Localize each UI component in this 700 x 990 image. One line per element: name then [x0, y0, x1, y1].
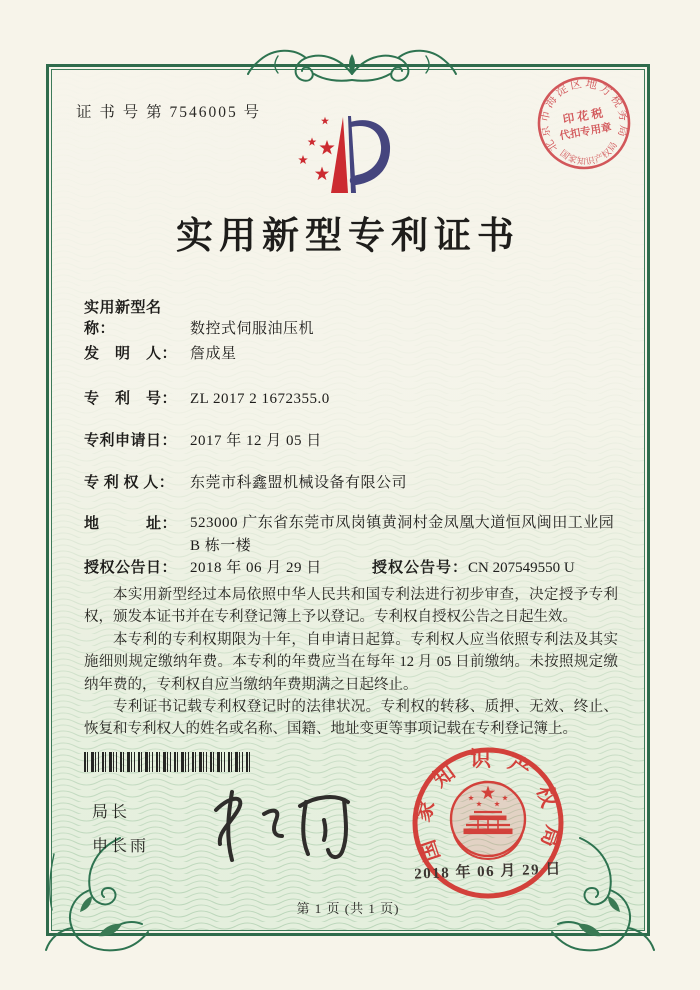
official-seal-icon	[398, 733, 578, 913]
legal-text-block	[84, 584, 618, 741]
field-grant-number-label: 授权公告号：	[372, 560, 469, 576]
certificate-title: 实用新型专利证书	[176, 216, 520, 257]
director-title: 局长	[92, 804, 131, 821]
legal-paragraph-2: 本专利的专利权期限为十年，自申请日起算。专利权人应当依照专利法及其实施细则规定缴纳年费。本专利的年费应当在每年 12 月 05 日前缴纳。未按照规定缴纳年费的，专利权自应当缴纳年费期满之日起终止。	[84, 631, 618, 693]
field-grant-date-value: 2018 年 06 月 29 日	[190, 560, 322, 576]
page-number: 第 1 页 (共 1 页)	[296, 901, 400, 916]
certificate-number: 证 书 号 第 7546005 号	[76, 104, 262, 121]
svg-text:国家知识产权局	[557, 138, 622, 171]
field-patent-number-label: 专 利 号：	[84, 391, 178, 407]
field-inventor	[84, 342, 237, 363]
director-name: 申长雨	[92, 838, 150, 855]
field-patentee-label: 专 利 权 人：	[84, 475, 175, 491]
field-patent-number	[84, 387, 330, 408]
barcode	[84, 752, 250, 772]
legal-paragraph-3: 专利证书记载专利权登记时的法律状况。专利权的转移、质押、无效、终止、恢复和专利权人的姓名或名称、国籍、地址变更等事项记载在专利登记簿上。	[84, 699, 618, 738]
field-grant-number-value: CN 207549550 U	[468, 560, 575, 576]
seal-date: 2018 年 06 月 29 日	[413, 861, 563, 883]
field-grant-number	[372, 556, 575, 577]
tax-stamp-bottom-arc: 国家知识产权局	[558, 139, 620, 167]
field-utility-name-label: 实用新型名称：	[84, 300, 162, 337]
field-filing-date	[84, 429, 322, 450]
field-grant-date-label: 授权公告日：	[84, 560, 178, 576]
field-address-value: 523000 广东省东莞市凤岗镇黄洞村金凤凰大道恒风闽田工业园 B 栋一楼	[190, 515, 615, 554]
tax-stamp-line1: 印 花 税	[562, 107, 604, 127]
seal-ring-text: 国家知识产权局	[410, 747, 566, 865]
field-filing-date-value: 2017 年 12 月 05 日	[190, 433, 322, 449]
field-utility-name-value: 数控式伺服油压机	[190, 321, 315, 337]
field-patentee-value: 东莞市科鑫盟机械设备有限公司	[190, 475, 408, 491]
field-patentee	[84, 471, 407, 492]
field-filing-date-label: 专利申请日：	[84, 433, 178, 449]
tax-stamp-line2: 代扣专用章	[558, 122, 613, 143]
legal-paragraph-1: 本实用新型经过本局依照中华人民共和国专利法进行初步审查，决定授予专利权，颁发本证书并在专利登记簿上予以登记。专利权自授权公告之日起生效。	[84, 587, 618, 626]
field-address	[84, 512, 628, 558]
field-patent-number-value: ZL 2017 2 1672355.0	[190, 391, 330, 407]
patent-office-logo-icon	[290, 112, 404, 202]
top-flourish-icon	[244, 40, 460, 94]
tax-stamp-top-arc: 北京市海淀区地方税务局	[538, 77, 630, 154]
field-utility-name	[84, 296, 314, 338]
field-inventor-label: 发 明 人：	[84, 346, 178, 362]
director-signature	[188, 780, 363, 868]
national-emblem-icon	[451, 782, 525, 859]
tax-withholding-stamp-icon	[528, 68, 640, 180]
field-address-label: 地 址：	[84, 516, 178, 532]
field-inventor-value: 詹成星	[190, 346, 237, 362]
field-grant-date	[84, 556, 322, 577]
signoff-block	[92, 796, 149, 864]
